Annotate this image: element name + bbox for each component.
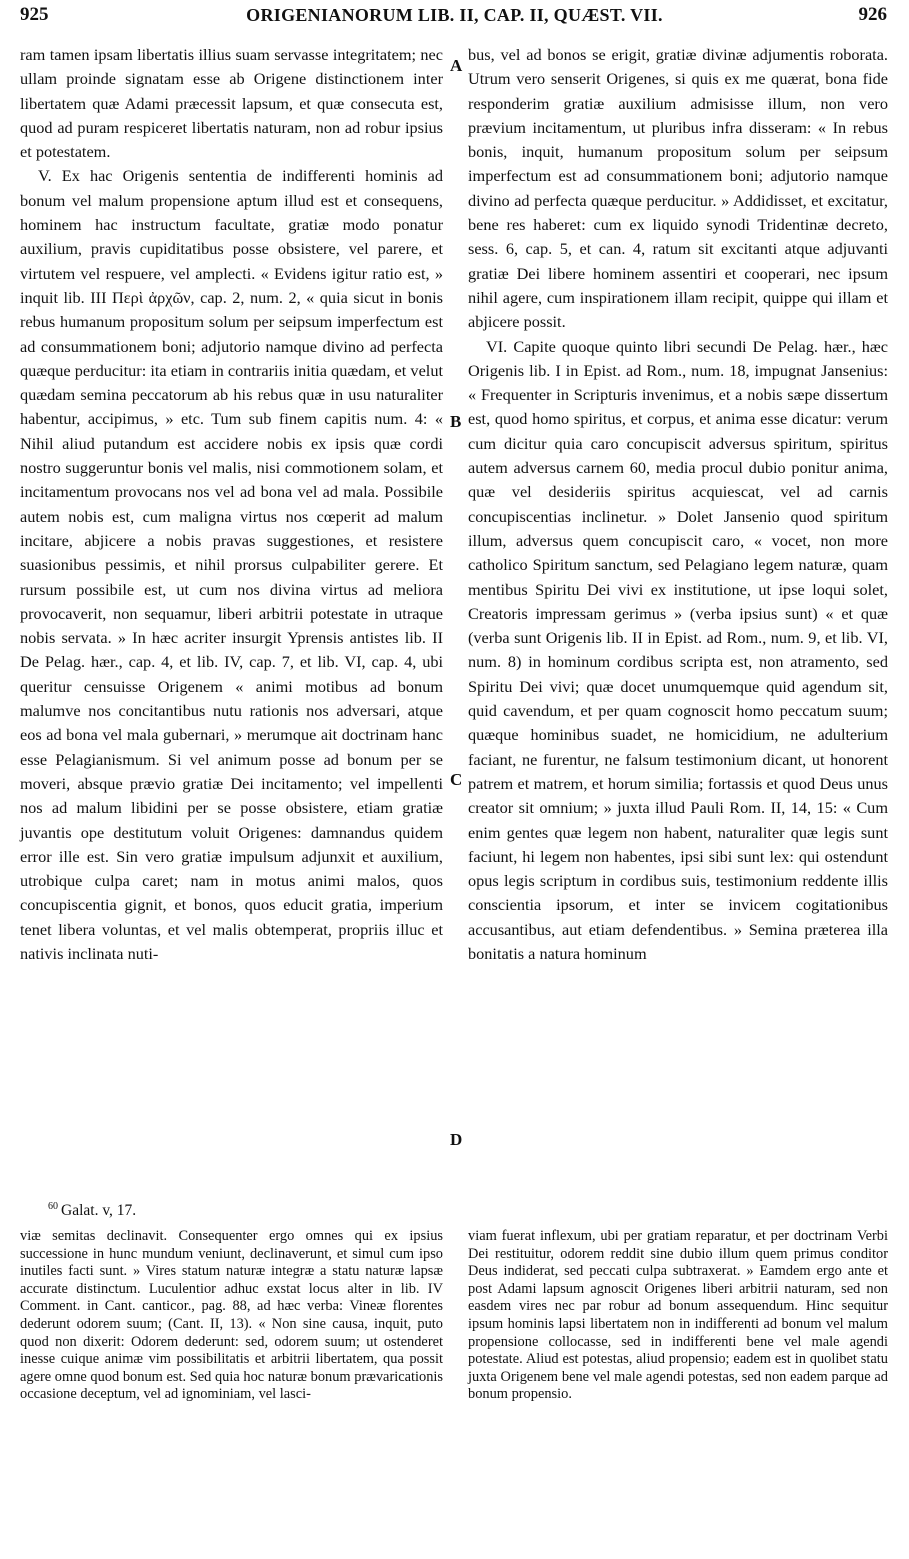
right-page-number: 926 xyxy=(858,4,887,25)
margin-marker-a: A xyxy=(450,56,463,75)
running-title: ORIGENIANORUM LIB. II, CAP. II, QUÆST. VII. xyxy=(246,5,663,25)
running-header xyxy=(0,4,909,34)
footnote xyxy=(20,1196,443,1222)
margin-marker-c: C xyxy=(450,770,463,789)
paragraph-section-v: V. Ex hac Origenis sententia de indifferenti hominis ad bonum vel malum propensione aptum illud est et consequens, hominem hac instructum facultate, gratiæ modo ponatur auxilium, pravis cupiditatibus posse obsistere, vel parere, et virtutem vel respuere, vel amplecti. « Evidens igitur ratio est, » inquit lib. III Περὶ ἀρχῶν, cap. 2, num. 2, « quia sicut in bonis rebus humanum propositum solum per seipsum imperfectum est ad consummationem boni; adjutorio namque divino ad perfecta quæque perducitur: ita etiam in contrariis initia quædam, et velut quædam semina peccatorum ab his rebus quæ in usu naturaliter habentur, accipimus, » etc. Tum sub finem capitis num. 4: « Nihil aliud putandum est accidere nobis ex ipsis quæ cordi nostro suggeruntur bonis vel malis, nisi commotionem solam, et incitamentum provocans nos vel ad bona vel ad mala. Possibile autem nobis est, cum maligna virtus nos cœperit ad malum incitare, abjicere a nobis pravas suggestiones, et resistere suasionibus pessimis, et nihil prorsus culpabiliter gerere. Et rursum possibile est, ut cum nos divina virtus ad meliora provocaverit, non sequamur, liberi arbitrii potestate in utraque nobis servata. » In hæc acriter insurgit Yprensis antistes lib. II De Pelag. hær., cap. 4, et lib. IV, cap. 7, et lib. VI, cap. 4, ubi queritur censuisse Origenem « animi motibus ad bonum malumve nos concitantibus nutu rationis nos adversari, atque eos ad bona vel mala gubernari, » merumque ait doctrinam hanc esse Pelagianismum. Si vel animum posse ad bonum per se moveri, absque prævio gratiæ Dei incitamento; vel impellenti nos ad malum libidini per se posse obsistere, etiam gratiæ juvantis ope destitutum voluit Origenes: damnandus quidem error ille est. Sin vero gratiæ impulsum adjunxit et auxilium, utrobique culpa caret; nam in motus animi malos, quos concupiscentia gignit, et bonos, quos educit gratia, imperium tenet libera voluntas, et vel malis obtemperat, propriis illuc et nativis inclinata nuti- xyxy=(20,166,443,963)
margin-marker-d: D xyxy=(450,1130,463,1149)
left-page-number: 925 xyxy=(20,4,49,25)
paragraph-continuation-right: bus, vel ad bonos se erigit, gratiæ divinæ adjumentis roborata. Utrum vero senserit Origenes, si quis ex me quærat, bona fide responderim gratiæ auxilium admisisse illum, non vero prævium incitamentum, ut pluribus infra disseram: « In rebus bonis, inquit, humanum propositum solum per seipsum imperfectum est ad consummationem boni; adjutorio namque divino ad perfecta quæque perducitur. » Addidisset, et excitatur, bene res haberet: cum ex liquido synodi Tridentinæ decreto, sess. 6, cap. 5, et can. 4, ratum sit excitanti atque adjuvanti gratiæ Dei libere hominem assentiri et cooperari, nec ipsum nihil agere, cum inspirationem illam recipit, quippe qui illam et abjicere possit. xyxy=(468,45,888,332)
paragraph-small-left: viæ semitas declinavit. Consequenter ergo omnes qui ex ipsius successione in hunc mundum veniunt, declinaverunt, et simul cum ipso inutiles facti sunt. » Vires statum naturæ integræ a statu naturæ lapsæ accurate distinctum. Luculentior adhuc exstat locus alter in lib. IV Comment. in Cant. canticor., pag. 88, ad hæc verba: Vineæ florentes dederunt odorem suum; (Cant. II, 13). « Non sine causa, inquit, puto quod non dixerit: Odorem dederunt: sed, odorem suum; ut ostenderet inesse cuique animæ vim possibilitatis et arbitrii libertatem, qua possit agere omne quod bonum est. Sed quia hoc naturæ bonum prævaricationis occasione deceptum, vel ad ignominiam, vel lasci- xyxy=(20,1228,443,1403)
right-column-bottom xyxy=(468,1228,888,1404)
footnote-number: 60 xyxy=(48,1201,58,1212)
margin-marker-b: B xyxy=(450,412,462,431)
paragraph-section-vi: VI. Capite quoque quinto libri secundi De Pelag. hær., hæc Origenis lib. I in Epist. ad Rom., num. 18, impugnat Jansenius: « Frequenter in Scripturis invenimus, et a nobis sæpe dissertum est, quod homo spiritus, et corpus, et anima esse dicatur: verum cum dicitur quia caro concupiscit adversus spiritum, spiritus autem adversus carnem 60, media procul dubio ponitur anima, quæ vel desideriis spiritus acquiescat, vel ad carnis concupiscentias inclinetur. » Dolet Jansenio quod spiritum illum, adversus quem concupiscit caro, « vocet, non more catholico Spiritum sanctum, sed Pelagiano legem naturæ, quam mentibus Spiritu Dei vivi ex institutione, ut ipse loqui solet, Creatoris impressam gerimus » (verba ipsius sunt) « et quæ (verba sunt Origenis lib. II in Epist. ad Rom., num. 9, et lib. VI, num. 8) in hominum cordibus scripta est, non atramento, sed Spiritu Dei vivi; quæ docet unumquemque quid agendum sit, quid cavendum, et per quam cognoscit homo peccatum suum; quæque hominibus suadet, ne homicidium, ne adulterium faciant, ne furentur, ne falsum testimonium dicant, ut honorent patrem et matrem, et horum similia; fortassis et quod Deus unus creator sit omnium; » juxta illud Pauli Rom. II, 14, 15: « Cum enim gentes quæ legem non habent, naturaliter quæ legis sunt faciunt, hi legem non habentes, ipsi sibi sunt lex: qui ostendunt opus legis scriptum in cordibus suis, testimonium reddente illis conscientia ipsorum, et inter se invicem cogitationibus accusantibus, aut etiam defendentibus. » Semina præterea illa bonitatis a natura hominum xyxy=(468,336,888,963)
paragraph-small-right: viam fuerat inflexum, ubi per gratiam reparatur, et per doctrinam Verbi Dei restituitur, odorem reddit sine dubio illum quem primus conditor Deus indiderat, sed peccati culpa subtraxerat. » Eamdem ergo ante et post Adami lapsum agnoscit Origenes liberi arbitrii naturam, sed non easdem vires nec par robur ad bonum assequendum. Hinc sequitur ipsum hominis lapsi libertatem non in indifferenti ad bonum vel malum propensione collocasse, sed in indifferenti bene vel male agendi potestate. Aliud est potestas, aliud propensio; eadem est in quolibet statu juxta Origenem bene vel male agendi potestas, sed non eadem parque ad bonum propensio. xyxy=(468,1228,888,1403)
left-column-top xyxy=(20,43,443,966)
footnote-text: Galat. v, 17. xyxy=(61,1202,137,1220)
right-column-top xyxy=(468,43,888,966)
paragraph-continuation: ram tamen ipsam libertatis illius suam servasse integritatem; nec ullam proinde signatam esse ab Origene distinctionem inter libertatem quæ Adami præcessit lapsum, et quæ consecuta est, quod ad puram respiceret libertatis naturam, non ad robur ipsius et potestatem. xyxy=(20,45,443,162)
left-column-bottom xyxy=(20,1228,443,1404)
